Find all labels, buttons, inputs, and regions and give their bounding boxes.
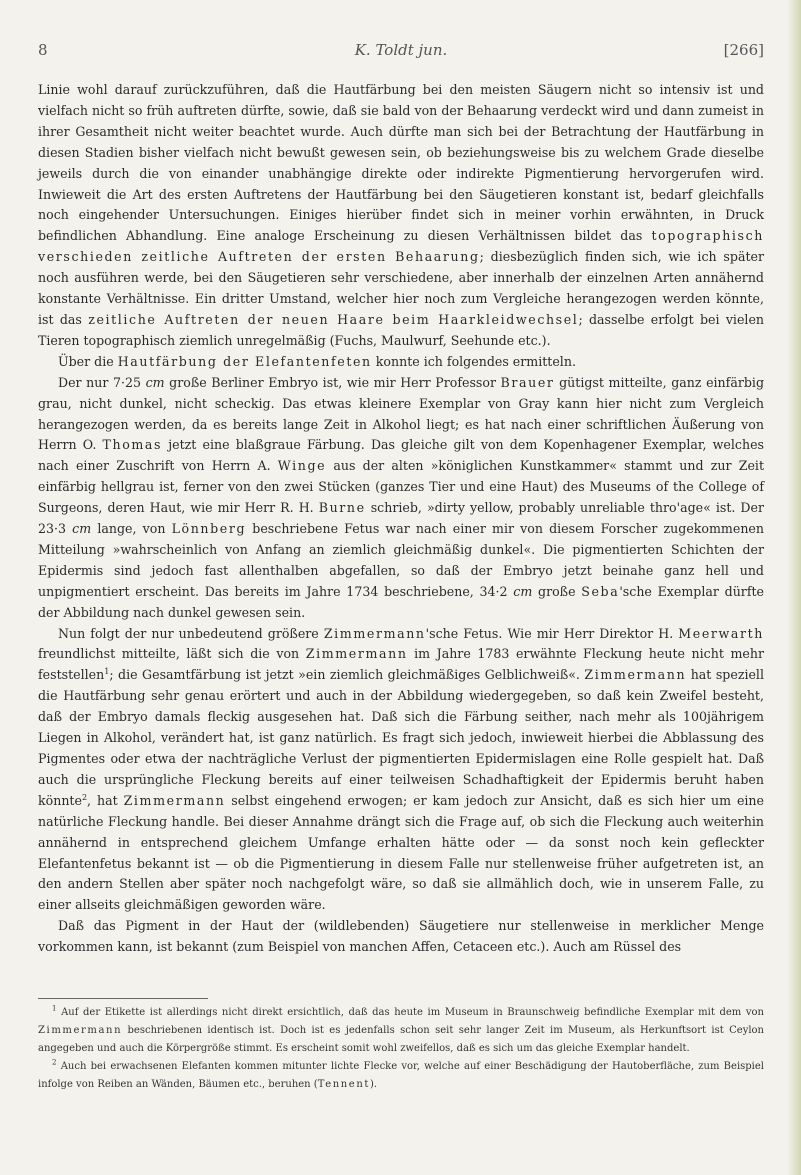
body-text: [38, 80, 764, 958]
text-run: 34·2: [479, 583, 508, 599]
text-run: hat speziell die Hautfärbung sehr genau erörtert und auch in der Abbildung wiedergegeben, so daß kein Zweifel besteht, daß der Embryo damals fleckig ausgesehen hat. Daß sich die Färbung seither, nach mehr als 100jährigem Liegen in Alkohol, verändert hat, ist ganz natürlich. Es fragt sich jedoch, inwieweit hierbei die Abblassung des Pigmentes oder etwa der nachträgliche Verlust der pigmentierten Epidermislagen eine Rolle gespielt hat. Daß auch die ursprüngliche Fleckung bereits auf einer teilweisen Schadhaftigkeit der Epidermis beruht haben könnte: [38, 667, 764, 808]
text-run: ; die Gesamtfärbung ist jetzt »ein ziemlich gleichmäßiges Gelblichweiß«.: [109, 667, 585, 683]
text-run: jetzt eine blaßgraue Färbung. Das gleiche gilt von dem Kopenhagener Exemplar, welches nach einer Zuschrift von Herrn A.: [38, 437, 764, 474]
author-name: K. Toldt jun.: [354, 41, 448, 59]
spaced-name: Zimmermann: [305, 646, 408, 662]
text-run: große: [532, 583, 582, 599]
text-run: Daß das Pigment in der Haut der (wildlebenden) Säugetiere nur stellenweise in merklicher Menge vorkommen kann, ist bekannt (zum Beispiel von manchen Affen, Cetaceen etc.). Auch am Rüssel des: [38, 918, 764, 955]
paragraph: [38, 80, 764, 352]
text-run: ; diesbezüglich finden sich, wie ich später noch ausführen werde, bei den Säugetieren sehr verschiedene, aber innerhalb der einzelnen Arten annähernd konstante Verhältnisse. Ein dritter Umstand, welcher hier noch zum Vergleiche herangezogen werden könnte, ist das: [38, 249, 764, 327]
footnote-marker: 1: [52, 1004, 57, 1013]
text-run: , hat: [87, 792, 124, 808]
footnote-rule: [38, 998, 208, 999]
spaced-name: Lönnberg: [171, 521, 247, 537]
text-run: ).: [369, 1079, 378, 1090]
spaced-name: Zimmermann: [584, 667, 687, 683]
text-run: ; dasselbe erfolgt bei vielen Tieren topographisch ziemlich unregelmäßig (Fuchs, Maulwurf, Seehunde etc.).: [38, 311, 765, 348]
spaced-name: Meerwarth: [678, 625, 764, 641]
text-run: cm: [507, 583, 533, 599]
text-run: Auf der Etikette ist allerdings nicht direkt ersichtlich, daß das heute im Museum in Braunschweig befindliche Exemplar mit dem von: [56, 1007, 764, 1018]
text-run: selbst eingehend erwogen; er kam jedoch zur Ansicht, daß es sich hier um eine natürliche Fleckung handle. Bei dieser Annahme drängt sich die Frage auf, ob sich die Fleckung auch weiterhin annähernd in entsprechend gleichem Umfange erhalten hätte oder — da sonst noch kein gefleckter Elefantenfetus bekannt ist — ob die Pigmentierung in diesem Falle nur stellenweise früher aufgetreten ist, an den andern Stellen aber später noch nachgefolgt wäre, so daß sie allmählich doch, wie in unserem Falle, zu einer allseits gleichmäßigen geworden wäre.: [38, 792, 764, 913]
running-header: [38, 41, 764, 63]
text-run: beschriebenen identisch ist. Doch ist es jedenfalls schon seit sehr langer Zeit im Museum, als Herkunftsort ist Ceylon angegeben und auch die Körpergröße stimmt. Es erscheint somit wohl zweifellos, daß es sich um das gleiche Exemplar handelt.: [38, 1025, 764, 1054]
footnote-marker: 1: [104, 667, 110, 677]
spaced-name: Burne: [318, 500, 366, 516]
spaced-name: Hautfärbung der Elefantenfeten: [117, 353, 372, 369]
footnote: [38, 1004, 764, 1058]
text-run: große Berliner Embryo ist, wie mir Herr Professor: [164, 374, 501, 390]
text-run: Linie wohl darauf zurückzuführen, daß die Hautfärbung bei den meisten Säugern nicht so intensiv ist und vielfach nicht so früh auftreten dürfte, sowie, daß sie bald von der Behaarung verdeckt wird und dann zumeist in ihrer Gesamtheit nicht weiter beachtet wurde. Auch dürfte man sich bei der Betrachtung der Hautfärbung in diesen Stadien bisher vielfach nicht bewußt gewesen sein, ob beziehungsweise bis zu welchem Grade dieselbe jeweils durch die von einander unabhängige direkte oder indirekte Pigmentierung hervorgerufen wird. Inwieweit die Art des ersten Auftretens der Hautfärbung bei den Säugetieren konstant ist, bedarf gleichfalls noch eingehender Untersuchungen. Einiges hierüber findet sich in meiner vorhin erwähnten, in Druck befindlichen Abhandlung. Eine analoge Erscheinung zu diesen Verhältnissen bildet das: [38, 82, 764, 244]
text-run: lange, von: [91, 521, 172, 537]
text-run: cm: [66, 521, 92, 537]
text-run: im Jahre 1783 erwähnte Fleckung heute nicht mehr feststellen: [38, 646, 765, 683]
spaced-name: Zimmermann: [38, 1025, 123, 1036]
spaced-name: topographisch verschieden zeitliche Auftreten der ersten Behaarung: [38, 228, 764, 265]
paragraph: [38, 916, 764, 958]
text-run: konnte ich folgendes ermitteln.: [371, 353, 576, 369]
running-title: [38, 41, 764, 59]
text-run: Auch bei erwachsenen Elefanten kommen mitunter lichte Flecke vor, welche auf einer Beschädigung der Hautoberfläche, zum Beispiel infolge von Reiben an Wänden, Bäumen etc., beruhen (: [38, 1061, 764, 1090]
text-run: Über die: [58, 353, 118, 369]
text-run: beschriebene Fetus war nach einer mir von diesem Forscher zugekommenen Mitteilung »wahrscheinlich von Anfang an ziemlich gleichmäßig dunkel«. Die pigmentierten Schichten der Epidermis sind jedoch fast allenthalben abgefallen, so daß der Embryo jetzt beinahe ganz hell und unpigmentiert erscheint. Das bereits im Jahre 1734 beschriebene,: [38, 521, 764, 599]
footnotes: [38, 1004, 764, 1094]
spaced-name: Thomas: [102, 437, 163, 453]
text-run: 7·25: [112, 374, 142, 390]
paragraph: [38, 373, 764, 624]
paragraph: [38, 352, 764, 373]
footnote: [38, 1058, 764, 1094]
spaced-name: Brauer: [500, 374, 555, 390]
page-label: [266]: [723, 41, 764, 59]
footnote-marker: 2: [52, 1058, 57, 1067]
spaced-name: zeitliche Auftreten der neuen Haare beim Haarkleidwechsel: [88, 311, 579, 327]
spaced-name: Winge: [277, 458, 327, 474]
text-run: Der nur: [58, 374, 113, 390]
spaced-name: Zimmermann: [123, 792, 226, 808]
text-run: schrieb, »dirty yellow, probably unreliable thro'age« ist. Der: [365, 500, 764, 516]
text-run: aus der alten »königlichen Kunstkammer« stammt und zur Zeit einfärbig hellgrau ist, ferner von den zwei Stücken (ganzes Tier und eine Haut) des Museums of the College of Surgeons, deren Haut, wie mir Herr R. H.: [38, 458, 765, 516]
text-run: Nun folgt der nur unbedeutend größere: [58, 625, 324, 641]
text-run: cm: [141, 374, 165, 390]
text-run: freundlichst mitteilte, läßt sich die von: [38, 646, 306, 662]
text-run: gütigst mitteilte, ganz einfärbig grau, nicht dunkel, nicht scheckig. Das etwas kleinere Exemplar von Gray kann hier nicht zum Vergleich herangezogen werden, da es bereits lange Zeit in Alkohol liegt; es hat nach einer schriftlichen Äußerung von Herrn O.: [38, 374, 765, 453]
spaced-name: Seba: [581, 583, 620, 599]
text-run: 'sche Fetus. Wie mir Herr Direktor H.: [425, 625, 679, 641]
paragraph: [38, 624, 764, 917]
text-run: 23·3: [38, 521, 67, 537]
spaced-name: Zimmermann: [323, 625, 426, 641]
page-number: 8: [38, 41, 48, 59]
text-run: 'sche Exemplar dürfte der Abbildung nach dunkel gewesen sein.: [38, 583, 765, 620]
page-edge-shading: [787, 0, 801, 1175]
footnote-marker: 2: [81, 792, 88, 802]
spaced-name: Tennent: [317, 1079, 370, 1090]
